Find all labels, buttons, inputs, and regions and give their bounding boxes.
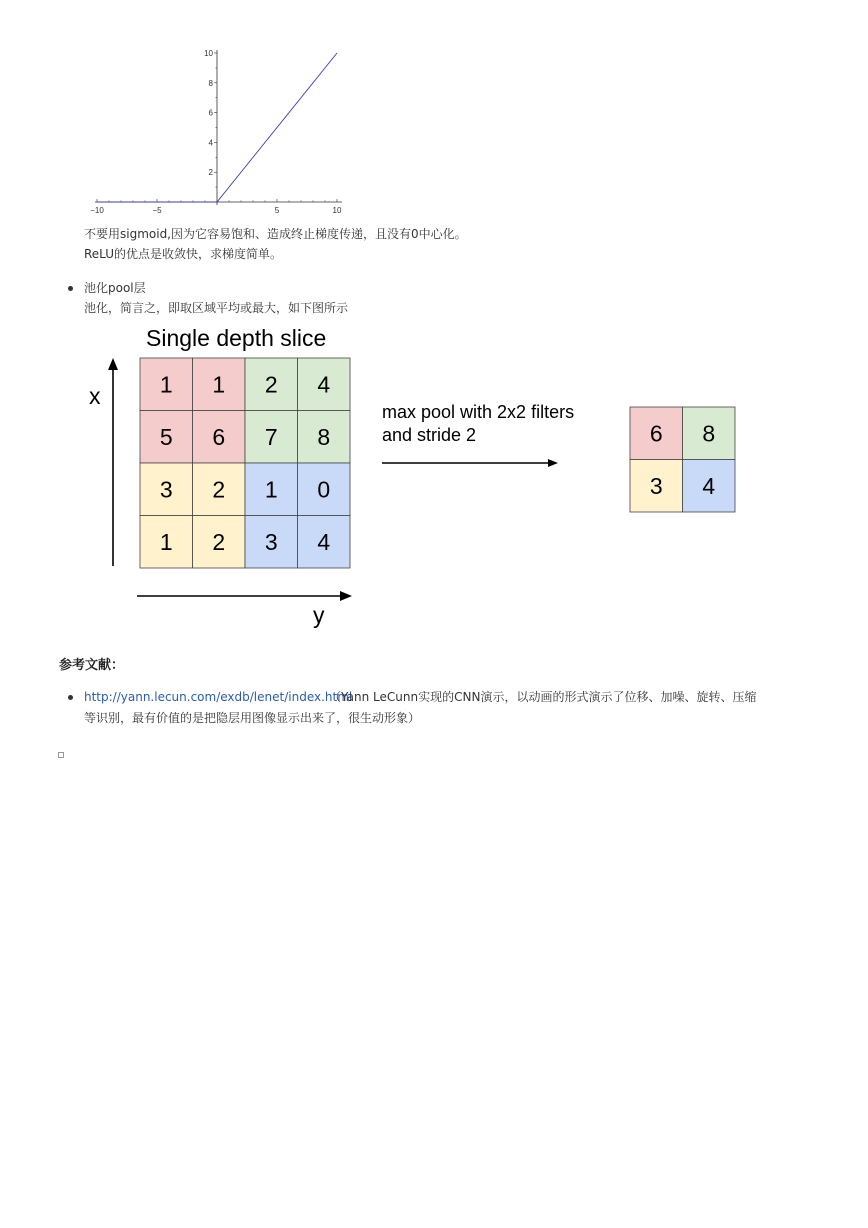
x-tick-label: −5 xyxy=(152,206,162,215)
pool-arrowhead xyxy=(548,459,558,467)
y-tick-label: 10 xyxy=(204,49,213,58)
lenet-demo-link[interactable]: http://yann.lecun.com/exdb/lenet/index.html xyxy=(84,690,353,704)
input-cell-value: 4 xyxy=(317,528,331,555)
input-cell-value: 5 xyxy=(159,423,173,450)
y-tick-label: 2 xyxy=(208,168,213,178)
input-cell-value: 4 xyxy=(317,371,331,398)
input-cell-value: 1 xyxy=(264,476,278,503)
pool-bullet-title: 池化pool层 xyxy=(84,281,146,295)
y-tick-label: 6 xyxy=(208,108,213,118)
y-axis-arrowhead xyxy=(340,591,352,601)
input-cell-value: 7 xyxy=(264,423,278,450)
y-tick-label: 4 xyxy=(208,138,213,148)
reference-description-1: （Yann LeCunn实现的CNN演示，以动画的形式演示了位移、加噪、旋转、压缩 xyxy=(329,690,757,704)
input-cell-value: 1 xyxy=(159,528,173,555)
input-cell-value: 1 xyxy=(212,371,226,398)
output-cell-value: 6 xyxy=(649,420,663,447)
y-axis-label: y xyxy=(313,602,325,628)
bullet-dot xyxy=(68,695,73,700)
relu-note-1: 不要用sigmoid,因为它容易饱和、造成终止梯度传递，且没有0中心化。 xyxy=(84,227,467,241)
input-cell-value: 2 xyxy=(264,371,278,398)
bullet-dot xyxy=(68,286,73,291)
list-end-marker xyxy=(58,752,64,758)
output-cell-value: 8 xyxy=(702,420,716,447)
input-cell-value: 1 xyxy=(159,371,173,398)
x-axis-label: x xyxy=(89,383,101,409)
pool-caption-line1: max pool with 2x2 filters xyxy=(382,402,575,422)
relu-note-2: ReLU的优点是收敛快，求梯度简单。 xyxy=(84,247,283,261)
max-pool-figure xyxy=(80,320,760,635)
output-cell-value: 4 xyxy=(702,472,716,499)
figure-title: Single depth slice xyxy=(146,325,327,351)
reference-description-2: 等识别，最有价值的是把隐层用图像显示出来了，很生动形象） xyxy=(84,711,421,725)
input-cell-value: 2 xyxy=(212,528,226,555)
input-cell-value: 3 xyxy=(159,476,173,503)
input-cell-value: 0 xyxy=(317,476,331,503)
input-cell-value: 3 xyxy=(264,528,278,555)
x-tick-label: 5 xyxy=(274,206,280,215)
relu-plot xyxy=(85,40,355,225)
pool-caption-line2: and stride 2 xyxy=(382,425,477,445)
x-tick-label: −10 xyxy=(90,206,104,215)
references-heading: 参考文献： xyxy=(59,658,125,673)
output-cell-value: 3 xyxy=(649,472,663,499)
input-cell-value: 6 xyxy=(212,423,226,450)
output-grid xyxy=(630,407,735,512)
x-tick-label: 10 xyxy=(332,206,342,215)
pool-description: 池化，简言之，即取区域平均或最大，如下图所示 xyxy=(84,301,349,315)
input-cell-value: 2 xyxy=(212,476,226,503)
x-axis-arrowhead xyxy=(108,358,118,370)
input-cell-value: 8 xyxy=(317,423,331,450)
y-tick-label: 8 xyxy=(208,78,213,88)
relu-plot-axes xyxy=(90,49,342,215)
input-grid xyxy=(140,358,350,568)
